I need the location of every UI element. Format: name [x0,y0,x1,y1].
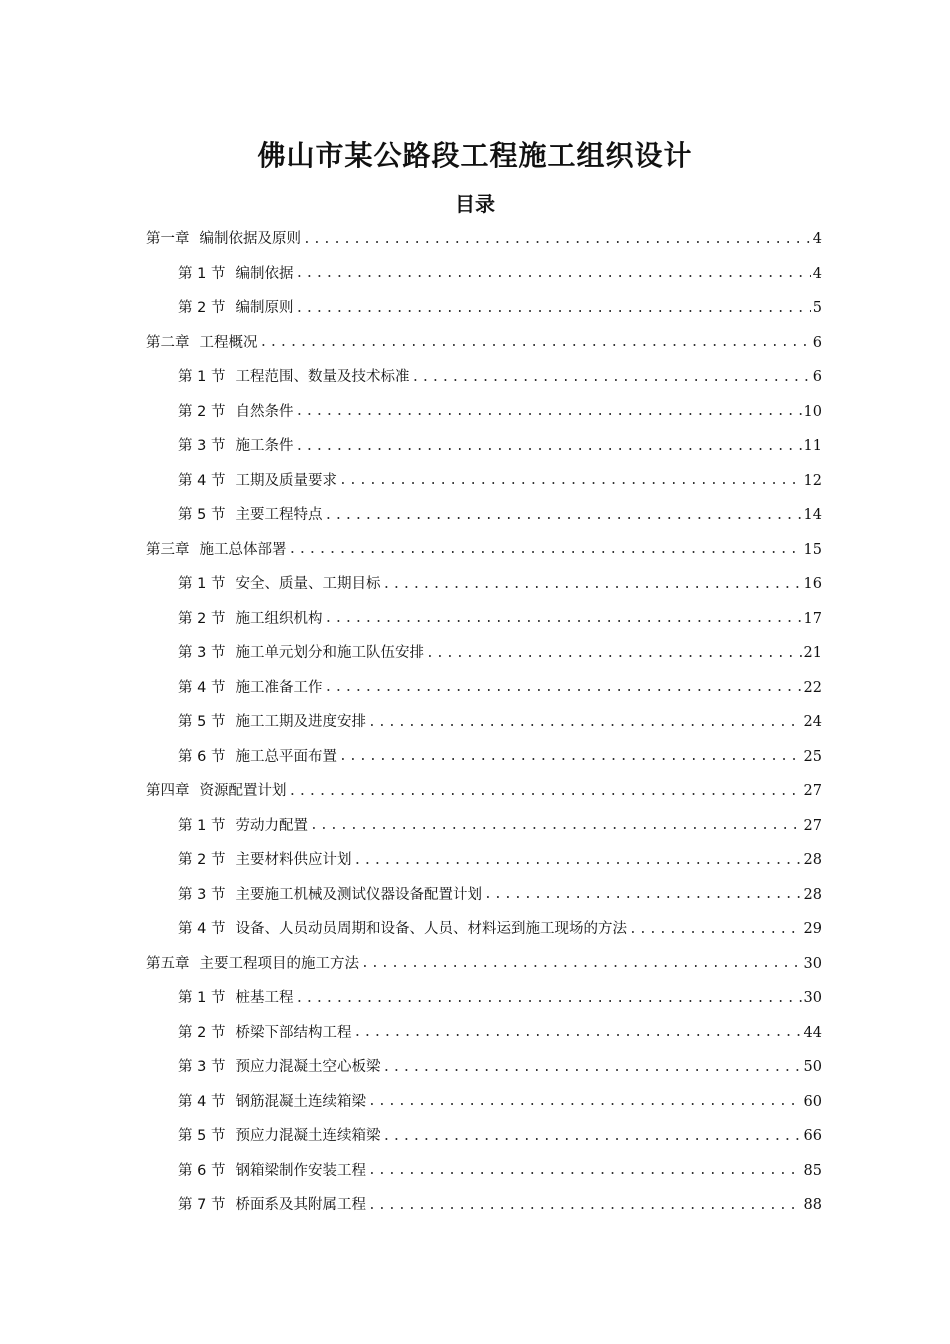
toc-page-number: 21 [803,645,822,661]
toc-dot-leader [289,543,802,556]
toc-section-entry[interactable] [0,360,950,395]
toc-entry-number: 第 2 节 [178,610,226,627]
toc-entry-title: 设备、人员动员周期和设备、人员、材料运到施工现场的方法 [235,921,627,937]
toc-section-entry[interactable] [0,809,950,844]
toc-section-entry[interactable] [0,1154,950,1189]
toc-dot-leader [295,302,810,315]
toc-chapter-entry[interactable] [0,947,950,982]
toc-dot-leader [361,957,802,970]
document-title: 佛山市某公路段工程施工组织设计 [257,139,693,172]
toc-dot-leader [339,750,802,763]
toc-entry-title: 施工单元划分和施工队伍安排 [235,645,424,661]
toc-entry-number: 第 1 节 [178,990,226,1006]
toc-entry-title: 桥梁下部结构工程 [235,1024,352,1041]
toc-chapter-entry[interactable] [0,222,950,257]
toc-entry-number: 第 7 节 [178,1197,226,1213]
toc-entry-title: 钢筋混凝土连续箱梁 [235,1093,366,1110]
toc-page-number: 30 [803,955,822,972]
toc-entry-title: 编制原则 [235,300,294,316]
toc-page-number: 27 [803,783,822,799]
toc-section-entry[interactable] [0,843,950,878]
toc-entry-title: 施工工期及进度安排 [235,714,366,730]
toc-page-number: 4 [812,231,822,247]
toc-entry-title: 工程范围、数量及技术标准 [235,369,410,385]
toc-page-number: 28 [803,852,822,868]
toc-entry-label [178,1026,351,1041]
toc-dot-leader [295,440,801,453]
toc-heading: 目录 [455,192,495,216]
toc-page-number: 60 [803,1093,822,1110]
toc-entry-number: 第 2 节 [178,300,226,316]
toc-entry-number: 第三章 [146,541,190,558]
toc-section-entry[interactable] [0,498,950,533]
toc-entry-title: 劳动力配置 [235,817,308,834]
toc-page-number: 11 [803,438,822,454]
toc-page-number: 50 [803,1059,822,1075]
toc-section-entry[interactable] [0,671,950,706]
toc-entry-label [178,1198,366,1213]
toc-entry-label [178,301,293,316]
toc-page-number: 15 [803,541,822,558]
toc-dot-leader [382,1061,801,1074]
toc-entry-label [178,922,627,937]
toc-dot-leader [303,233,811,246]
toc-dot-leader [353,1026,801,1039]
toc-dot-leader [295,267,810,280]
toc-entry-title: 施工组织机构 [235,610,323,627]
toc-section-entry[interactable] [0,740,950,775]
toc-entry-number: 第 6 节 [178,1162,226,1179]
toc-dot-leader [368,1095,802,1108]
toc-section-entry[interactable] [0,1016,950,1051]
toc-section-entry[interactable] [0,395,950,430]
toc-entry-label [178,439,293,454]
toc-entry-label [146,232,301,247]
toc-entry-label [178,1095,366,1110]
toc-page-number: 17 [803,610,822,627]
toc-entry-number: 第 2 节 [178,403,226,420]
toc-entry-label [178,715,366,730]
toc-entry-number: 第 3 节 [178,438,226,454]
toc-dot-leader [426,647,802,660]
toc-entry-label [178,1129,380,1144]
toc-dot-leader [324,612,801,625]
toc-page-number: 24 [803,714,822,730]
toc-chapter-entry[interactable] [0,533,950,568]
toc-page-number: 10 [803,403,822,420]
toc-dot-leader [368,1199,802,1212]
toc-page-number: 12 [803,472,822,489]
toc-entry-number: 第 4 节 [178,472,226,489]
toc-dot-leader [260,336,811,349]
toc-entry-number: 第 3 节 [178,645,226,661]
toc-dot-leader [339,474,802,487]
toc-entry-label [146,957,359,972]
toc-section-entry[interactable] [0,291,950,326]
toc-entry-title: 编制依据 [235,265,294,282]
toc-entry-title: 预应力混凝土空心板梁 [235,1059,381,1075]
toc-entry-label [178,750,337,765]
toc-entry-title: 安全、质量、工期目标 [235,576,381,592]
toc-chapter-entry[interactable] [0,326,950,361]
toc-page-number: 29 [803,921,822,937]
toc-entry-title: 自然条件 [235,403,294,420]
toc-entry-title: 施工准备工作 [235,679,323,696]
toc-page-number: 22 [803,679,822,696]
toc-dot-leader [411,371,810,384]
toc-dot-leader [295,992,801,1005]
toc-entry-number: 第 6 节 [178,748,226,765]
toc-entry-label [178,370,409,385]
toc-entry-title: 施工条件 [235,438,294,454]
toc-section-entry[interactable] [0,567,950,602]
toc-entry-label [178,1164,366,1179]
toc-entry-title: 预应力混凝土连续箱梁 [235,1128,381,1144]
toc-page-number: 14 [803,507,822,523]
toc-entry-number: 第 5 节 [178,714,226,730]
toc-entry-title: 桥面系及其附属工程 [235,1197,366,1213]
toc-section-entry[interactable] [0,257,950,292]
toc-section-entry[interactable] [0,705,950,740]
toc-dot-leader [368,1164,802,1177]
toc-entry-label [178,405,293,420]
toc-entry-label [178,1060,380,1075]
toc-entry-title: 资源配置计划 [199,783,287,799]
toc-entry-number: 第五章 [146,955,190,972]
toc-page-number: 25 [803,748,822,765]
toc-section-entry[interactable] [0,1050,950,1085]
toc-page-number: 4 [812,265,822,282]
toc-entry-number: 第 5 节 [178,507,226,523]
toc-page-number: 30 [803,990,822,1006]
toc-entry-label [146,336,258,351]
toc-page-number: 6 [812,334,822,351]
toc-entry-number: 第 1 节 [178,265,226,282]
toc-dot-leader [289,785,802,798]
toc-entry-label [178,267,293,282]
toc-page-number: 85 [803,1162,822,1179]
toc-section-entry[interactable] [0,1188,950,1223]
toc-dot-leader [310,819,802,832]
toc-entry-title: 钢箱梁制作安装工程 [235,1162,366,1179]
toc-entry-title: 工程概况 [199,334,258,351]
toc-entry-number: 第 3 节 [178,886,226,903]
toc-section-entry[interactable] [0,912,950,947]
toc-dot-leader [324,509,801,522]
toc-section-entry[interactable] [0,878,950,913]
toc-dot-leader [324,681,801,694]
toc-entry-label [178,681,322,696]
toc-entry-label [146,784,287,799]
toc-entry-number: 第 2 节 [178,1024,226,1041]
table-of-contents [0,222,950,1223]
toc-entry-number: 第 1 节 [178,576,226,592]
toc-entry-title: 工期及质量要求 [235,472,337,489]
toc-section-entry[interactable] [0,602,950,637]
toc-section-entry[interactable] [0,464,950,499]
toc-page-number: 5 [812,300,822,316]
toc-page-number: 66 [803,1128,822,1144]
toc-entry-number: 第 4 节 [178,921,226,937]
toc-page-number: 27 [803,817,822,834]
toc-page-number: 6 [812,369,822,385]
toc-entry-number: 第一章 [146,231,190,247]
toc-chapter-entry[interactable] [0,774,950,809]
toc-section-entry[interactable] [0,981,950,1016]
toc-entry-label [178,991,293,1006]
toc-entry-number: 第 1 节 [178,369,226,385]
toc-entry-number: 第四章 [146,783,190,799]
toc-entry-label [178,577,380,592]
toc-entry-title: 主要施工机械及测试仪器设备配置计划 [235,886,482,903]
toc-page-number: 28 [803,886,822,903]
toc-entry-number: 第 3 节 [178,1059,226,1075]
toc-entry-title: 主要工程特点 [235,507,323,523]
toc-entry-label [178,819,308,834]
toc-entry-label [178,888,482,903]
toc-section-entry[interactable] [0,429,950,464]
toc-entry-title: 桩基工程 [235,990,294,1006]
toc-dot-leader [295,405,801,418]
toc-section-entry[interactable] [0,1119,950,1154]
toc-entry-label [178,508,322,523]
toc-page-number: 16 [803,576,822,592]
toc-entry-label [178,474,337,489]
toc-entry-label [146,543,287,558]
toc-entry-label [178,853,351,868]
toc-dot-leader [368,716,802,729]
toc-entry-title: 主要工程项目的施工方法 [199,955,359,972]
toc-entry-number: 第 5 节 [178,1128,226,1144]
toc-page-number: 88 [803,1197,822,1213]
toc-entry-title: 主要材料供应计划 [235,852,352,868]
toc-entry-number: 第 4 节 [178,1093,226,1110]
toc-section-entry[interactable] [0,636,950,671]
toc-section-entry[interactable] [0,1085,950,1120]
toc-dot-leader [353,854,801,867]
toc-dot-leader [629,923,802,936]
toc-dot-leader [382,1130,801,1143]
toc-entry-title: 施工总平面布置 [235,748,337,765]
toc-entry-title: 编制依据及原则 [199,231,301,247]
toc-entry-number: 第 2 节 [178,852,226,868]
toc-entry-label [178,612,322,627]
toc-page-number: 44 [803,1024,822,1041]
toc-dot-leader [382,578,801,591]
toc-entry-label [178,646,424,661]
toc-entry-number: 第 4 节 [178,679,226,696]
toc-entry-number: 第 1 节 [178,817,226,834]
toc-entry-title: 施工总体部署 [199,541,287,558]
toc-entry-number: 第二章 [146,334,190,351]
toc-dot-leader [484,888,802,901]
